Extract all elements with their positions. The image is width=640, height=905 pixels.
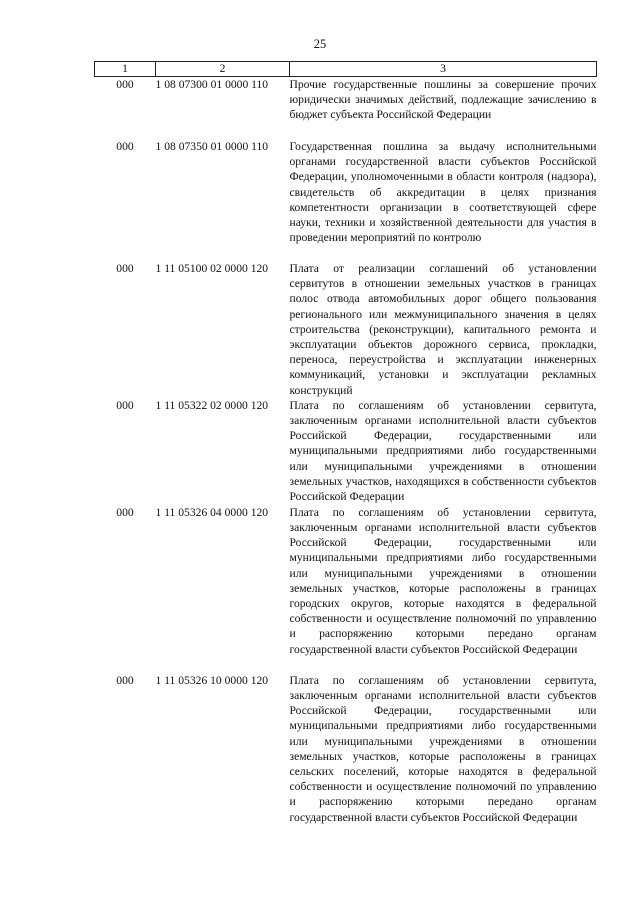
- admin-code-cell: 000: [116, 78, 134, 91]
- revenue-name-cell: Государственная пошлина за выдачу исполнительными органами государственной власти субъектов Российской Федерации, уполномоченными в области контроля (надзора), свидетельств об аккредитации в целях признания компетентности организации в соответствующей сфере науки, техники и хозяйственной деятельности для участия в проведении мероприятий по контролю: [289, 140, 597, 245]
- revenue-name-cell: Плата по соглашениям об установлении сервитута, заключенным органами исполнительной власти субъектов Российской Федерации, государственными или муниципальными предприятиями либо государственными или муниципальными учреждениями в отношении земельных участков, находящихся в собственности субъектов Российской Федерации: [289, 398, 597, 504]
- column-header-2: 2: [156, 62, 290, 77]
- admin-code-cell: 000: [116, 505, 134, 519]
- revenue-code-cell: 1 08 07300 01 0000 110: [155, 78, 269, 91]
- revenue-code-cell: 1 11 05322 02 0000 120: [155, 398, 269, 412]
- revenue-name-cell: Плата по соглашениям об установлении сервитута, заключенным органами исполнительной власти субъектов Российской Федерации, государственными или муниципальными предприятиями либо государственными или муниципальными учреждениями в отношении земельных участков, которые расположены в границах сельских поселений, которые находятся в федеральной собственности и осуществление полномочий по управлению и распоряжению которыми передано органам государственной власти субъектов Российской Федерации: [289, 673, 597, 824]
- page-number: 25: [313, 37, 327, 51]
- column-header-1: 1: [95, 62, 156, 77]
- admin-code-cell: 000: [116, 398, 134, 412]
- column-header-3: 3: [290, 62, 597, 77]
- table-row: [95, 505, 597, 673]
- table-row: [95, 77, 597, 140]
- admin-code-cell: 000: [116, 673, 134, 687]
- table-row: [95, 398, 597, 505]
- revenue-codes-table: [94, 61, 597, 841]
- table-row: [95, 139, 597, 261]
- revenue-code-cell: 1 11 05326 10 0000 120: [155, 673, 269, 687]
- table-header: [95, 62, 597, 77]
- table-row: [95, 261, 597, 398]
- revenue-code-cell: 1 11 05326 04 0000 120: [155, 505, 269, 519]
- revenue-code-cell: 1 11 05100 02 0000 120: [155, 262, 269, 275]
- admin-code-cell: 000: [116, 262, 134, 275]
- admin-code-cell: 000: [116, 140, 134, 153]
- table-row: [95, 673, 597, 841]
- revenue-name-cell: Прочие государственные пошлины за совершение прочих юридически значимых действий, подлежащие зачислению в бюджет субъекта Российской Федерации: [289, 78, 597, 122]
- revenue-name-cell: Плата от реализации соглашений об установлении сервитутов в отношении земельных участков в границах полос отвода автомобильных дорог общего пользования регионального или межмуниципального значения в целях строительства (реконструкции), капитального ремонта и эксплуатации объектов дорожного сервиса, прокладки, переноса, переустройства и эксплуатации инженерных коммуникаций, установки и эксплуатации рекламных конструкций: [289, 262, 597, 397]
- revenue-code-cell: 1 08 07350 01 0000 110: [155, 140, 269, 153]
- revenue-name-cell: Плата по соглашениям об установлении сервитута, заключенным органами исполнительной власти субъектов Российской Федерации, государственными или муниципальными предприятиями либо государственными или муниципальными учреждениями в отношении земельных участков, которые расположены в границах городских округов, которые находятся в федеральной собственности и осуществление полномочий по управлению и распоряжению которыми передано органам государственной власти субъектов Российской Федерации: [289, 505, 597, 656]
